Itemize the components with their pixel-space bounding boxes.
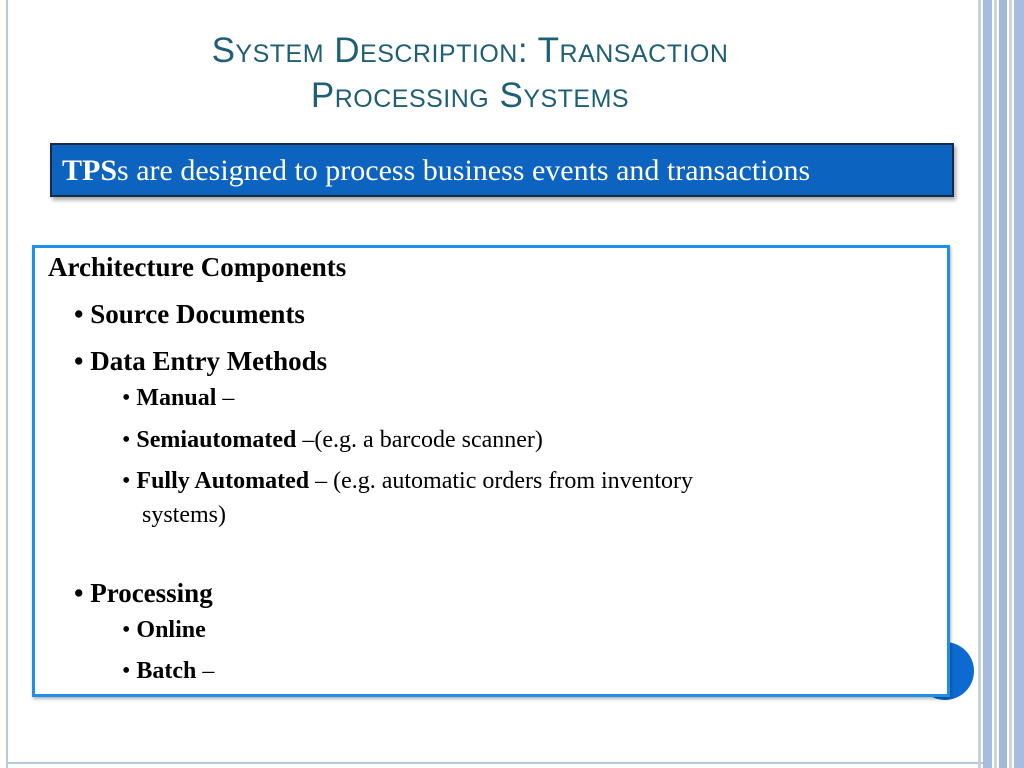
- banner-bold-term: TPS: [62, 154, 118, 187]
- list-item-label: Processing: [90, 578, 213, 608]
- decorative-stripe: [999, 0, 1007, 768]
- banner-rest: s are designed to process business events and transactions: [117, 154, 811, 187]
- list-item-batch: [122, 658, 214, 685]
- slide-title: [60, 28, 880, 118]
- list-item-online: [122, 617, 206, 644]
- description: – (e.g. automatic orders from inventory: [309, 468, 693, 494]
- bullet: •: [74, 578, 84, 608]
- list-item-source-documents: [74, 299, 305, 330]
- decorative-stripe: [1014, 0, 1024, 768]
- bullet: •: [122, 658, 131, 684]
- list-item-processing: [74, 578, 213, 609]
- bullet: •: [122, 427, 131, 453]
- list-item-label: Data Entry Methods: [90, 346, 328, 376]
- decorative-stripe: [1009, 0, 1012, 768]
- decorative-stripe: [994, 0, 997, 768]
- term-online: Online: [136, 617, 206, 643]
- bullet: •: [122, 617, 131, 643]
- term-batch: Batch: [136, 658, 197, 684]
- term-manual: Manual: [136, 385, 217, 411]
- term-fully-automated: Fully Automated: [136, 468, 310, 494]
- description: –: [216, 385, 235, 411]
- list-item-semiautomated: [122, 427, 543, 454]
- decorative-stripe: [978, 0, 981, 768]
- list-item-manual: [122, 385, 234, 412]
- decorative-stripe: [983, 0, 992, 768]
- slide-frame-left: [6, 0, 8, 768]
- list-item-label: Source Documents: [90, 299, 305, 329]
- list-item-fully-automated: [122, 468, 693, 495]
- section-heading: Architecture Components: [48, 252, 347, 282]
- slide-title-line-1: System Description: Transaction: [211, 31, 729, 70]
- slide-frame-bottom: [6, 762, 984, 764]
- banner-text: [62, 154, 810, 188]
- list-item-data-entry-methods: [74, 346, 327, 377]
- description: –(e.g. a barcode scanner): [296, 427, 543, 453]
- definition-banner: [50, 143, 954, 197]
- description: –: [196, 658, 215, 684]
- bullet: •: [122, 385, 131, 411]
- list-item-continuation: systems): [142, 502, 226, 528]
- bullet: •: [74, 346, 84, 376]
- bullet: •: [74, 299, 84, 329]
- slide-title-line-2: Processing Systems: [310, 76, 630, 115]
- term-semiautomated: Semiautomated: [136, 427, 297, 453]
- bullet: •: [122, 468, 131, 494]
